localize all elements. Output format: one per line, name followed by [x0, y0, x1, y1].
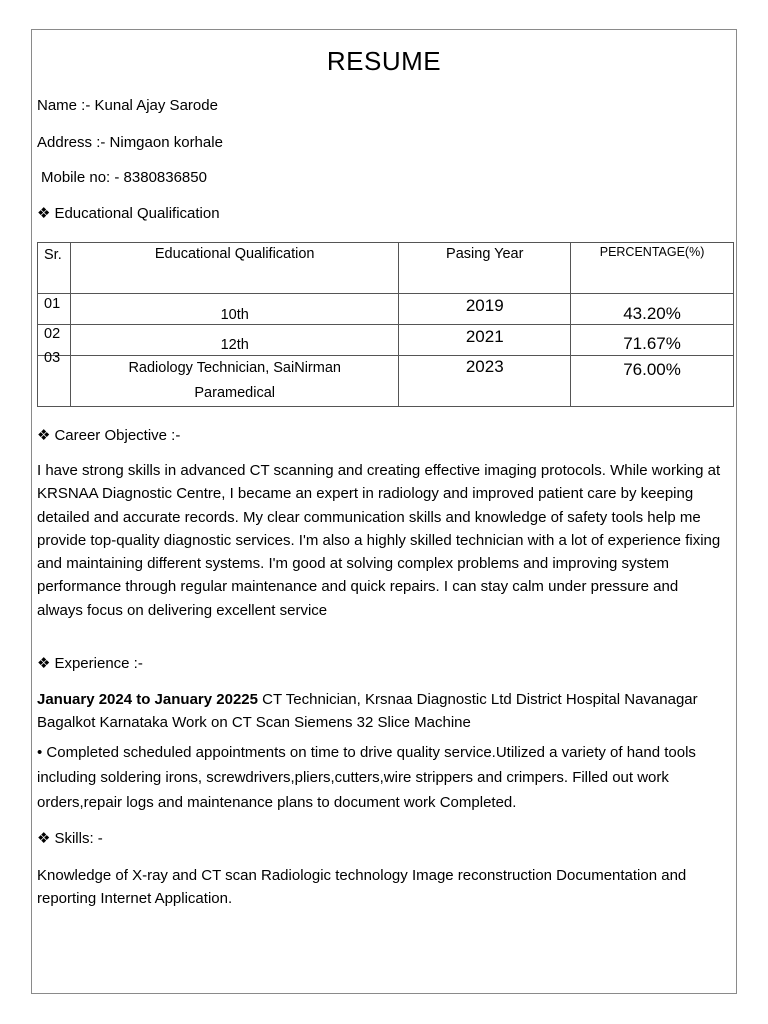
table-row — [38, 325, 734, 356]
mobile-field: Mobile no: - 8380836850 — [41, 169, 207, 186]
skills-heading — [37, 829, 103, 847]
diamond-bullet-icon: ❖ — [37, 655, 51, 672]
career-heading-label: Career Objective :- — [54, 427, 181, 444]
table-header-row — [38, 243, 734, 294]
experience-period: January 2024 to January 20225 — [37, 691, 258, 708]
page-title: RESUME — [326, 46, 442, 76]
header-qualification: Educational Qualification — [70, 243, 398, 294]
row-sr: 03 — [44, 350, 61, 366]
resume-page — [31, 29, 737, 994]
career-heading — [37, 426, 180, 444]
experience-bullet: • Completed scheduled appointments on time to drive quality service.Utilized a variety of hand tools including soldering irons, screwdrivers,pliers,cutters,wire strippers and crimpers. Filled out work orders,repair logs and maintenance plans to document work Completed. — [37, 744, 696, 811]
row-percentage: 71.67% — [571, 325, 734, 356]
row-qualification-line1: Radiology Technician, SaiNirman — [128, 360, 341, 376]
address-field: Address :- Nimgaon korhale — [37, 134, 223, 151]
education-heading-label: Educational Qualification — [54, 205, 220, 222]
education-table — [37, 242, 734, 407]
row-percentage: 43.20% — [571, 294, 734, 325]
row-year: 2021 — [399, 325, 571, 356]
experience-heading-label: Experience :- — [54, 655, 143, 672]
experience-heading — [37, 654, 143, 672]
header-year: Pasing Year — [399, 243, 571, 294]
row-year: 2023 — [399, 356, 571, 407]
row-year: 2019 — [399, 294, 571, 325]
table-row — [38, 294, 734, 325]
diamond-bullet-icon: ❖ — [37, 830, 51, 847]
experience-role: CT Technician, Krsnaa Diagnostic Ltd District Hospital Navanagar Bagalkot Karnataka Work on CT Scan Siemens 32 Slice Machine — [37, 691, 698, 732]
diamond-bullet-icon: ❖ — [37, 205, 51, 222]
row-percentage: 76.00% — [571, 356, 734, 407]
name-field: Name :- Kunal Ajay Sarode — [37, 97, 218, 114]
career-objective-text: I have strong skills in advanced CT scanning and creating effective imaging protocols. While working at KRSNAA Diagnostic Centre, I became an expert in radiology and improved patient care by keeping detailed and accurate records. My clear communication skills and knowledge of safety tools help me provide top-quality diagnostic services. I'm also a highly skilled technician with a lot of experience fixing and maintaining different systems. I'm good at solving complex problems and improving system performance through regular maintenance and quick repairs. I can stay calm under pressure and always focus on delivering excellent service — [37, 462, 721, 619]
skills-text: Knowledge of X-ray and CT scan Radiologic technology Image reconstruction Documentation and reporting Internet Application. — [37, 867, 687, 908]
row-sr: 01 — [44, 296, 61, 312]
education-heading — [37, 204, 220, 222]
row-sr: 02 — [44, 326, 61, 342]
experience-entry — [37, 688, 727, 735]
row-qualification — [70, 356, 398, 407]
row-qualification-line2: Paramedical — [194, 385, 275, 401]
row-qualification: 12th — [70, 325, 398, 356]
diamond-bullet-icon: ❖ — [37, 427, 51, 444]
table-row — [38, 356, 734, 407]
header-sr: Sr. — [38, 243, 71, 294]
skills-heading-label: Skills: - — [54, 830, 103, 847]
row-qualification: 10th — [70, 294, 398, 325]
header-percentage: PERCENTAGE(%) — [571, 243, 734, 294]
